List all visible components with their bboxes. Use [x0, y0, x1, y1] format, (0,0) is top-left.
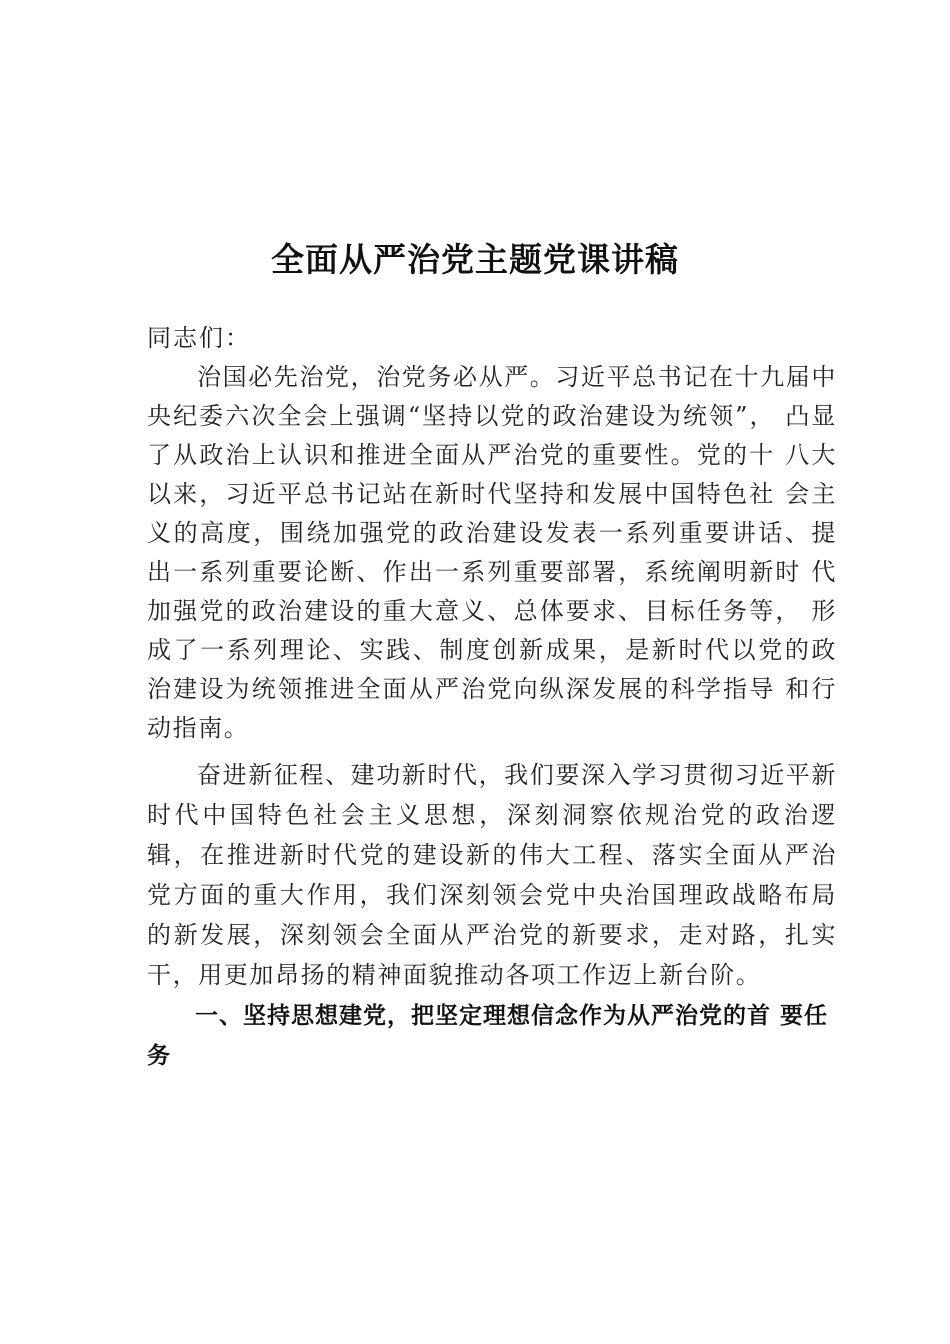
- document-title: 全面从严治党主题党课讲稿: [271, 240, 679, 279]
- body-paragraph: 奋进新征程、建功新时代，我们要深入学习贯彻习近平新时代中国特色社会主义思想，深刻洞察依规治党的政治逻辑，在推进新时代党的建设新的伟大工程、落实全面从严治党方面的重大作用，我们深刻领会党中央治国理政战略布局的新发展，深刻领会全面从严治党的新要求，走对路，扎实干，用更加昂扬的精神面貌推动各项工作迈上新台阶。: [147, 761, 837, 989]
- body-paragraph: 治国必先治党，治党务必从严。习近平总书记在十九届中央纪委六次全会上强调“坚持以党的政治建设为统领”， 凸显了从政治上认识和推进全面从严治党的重要性。党的十 八大以来，习近平总书记站在新时代坚持和发展中国特色社 会主义的高度，围绕加强党的政治建设发表一系列重要讲话、提出一系列重要论断、作出一系列重要部署，系统阐明新时 代加强党的政治建设的重大意义、总体要求、目标任务等， 形成了一系列理论、实践、制度创新成果，是新时代以党的政治建设为统领推进全面从严治党向纵深发展的科学指导 和行动指南。: [147, 363, 837, 742]
- section-heading: 一、坚持思想建党，把坚定理想信念作为从严治党的首 要任务: [147, 1003, 829, 1069]
- salutation: 同志们：: [147, 324, 251, 352]
